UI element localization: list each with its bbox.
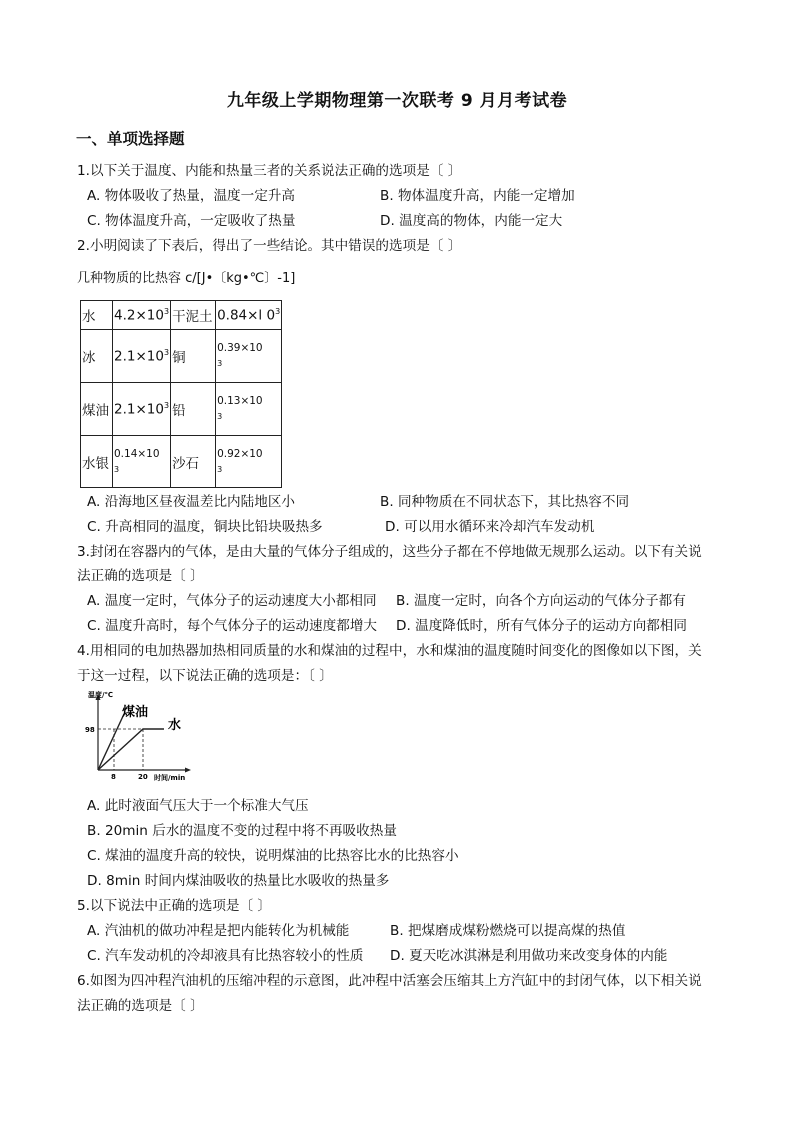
q6-stem-line1: 6.如图为四冲程汽油机的压缩冲程的示意图，此冲程中活塞会压缩其上方汽缸中的封闭气体，以下相关说 (77, 973, 702, 989)
q6-stem-line2: 法正确的选项是〔 〕 (77, 998, 204, 1014)
q5-stem: 5.以下说法中正确的选项是〔 〕 (77, 898, 272, 914)
q2-option-b: B. 同种物质在不同状态下，其比热容不同 (380, 494, 630, 510)
x-axis-label: 时间/min (154, 774, 186, 782)
q4-option-c: C. 煤油的温度升高的较快，说明煤油的比热容比水的比热容小 (87, 848, 459, 864)
q1-option-a: A. 物体吸收了热量，温度一定升高 (87, 188, 296, 204)
section-heading: 一、单项选择题 (76, 130, 185, 148)
q2-table-caption: 几种物质的比热容 c/[J•〔kg•℃〕-1] (77, 271, 296, 286)
table-cell: 0.14×10 3 (113, 436, 171, 488)
q3-option-a: A. 温度一定时，气体分子的运动速度大小都相同 (87, 593, 377, 609)
q4-option-a: A. 此时液面气压大于一个标准大气压 (87, 798, 309, 814)
y-axis-label: 温度/℃ (88, 691, 114, 699)
q2-option-c: C. 升高相同的温度，铜块比铅块吸热多 (87, 519, 323, 535)
table-cell: 0.13×10 3 (216, 383, 282, 436)
tick-98: 98 (85, 726, 95, 734)
table-cell: $2.1\times 10^3$ (113, 330, 171, 383)
table-row (81, 301, 282, 330)
tick-8: 8 (111, 773, 116, 781)
q3-option-d: D. 温度降低时，所有气体分子的运动方向都相同 (396, 618, 687, 634)
q3-stem-line1: 3.封闭在容器内的气体，是由大量的气体分子组成的，这些分子都在不停地做无规那么运动。以下有关说 (77, 544, 702, 560)
table-cell: 0.39×10 3 (216, 330, 282, 383)
q2-option-a: A. 沿海地区昼夜温差比内陆地区小 (87, 494, 296, 510)
x-axis-arrow (185, 768, 191, 773)
table-cell: 冰 (81, 330, 113, 383)
table-cell: 0.84×l $0^3$ (216, 301, 282, 330)
table-cell: $4.2\times 10^3$ (113, 301, 171, 330)
table-cell: 铅 (171, 383, 216, 436)
q2-stem: 2.小明阅读了下表后，得出了一些结论。其中错误的选项是〔 〕 (77, 238, 462, 254)
table-cell: 煤油 (81, 383, 113, 436)
table-cell: 水 (81, 301, 113, 330)
q5-option-d: D. 夏天吃冰淇淋是利用做功来改变身体的内能 (390, 948, 668, 964)
water-label: 水 (168, 718, 182, 733)
kerosene-line (98, 714, 124, 770)
q2-option-d: D. 可以用水循环来冷却汽车发动机 (385, 519, 595, 535)
table-row (81, 330, 282, 383)
kerosene-label: 煤油 (122, 705, 149, 720)
q1-option-d: D. 温度高的物体，内能一定大 (380, 213, 563, 229)
table-cell: 沙石 (171, 436, 216, 488)
q5-option-b: B. 把煤磨成煤粉燃烧可以提高煤的热值 (390, 923, 626, 939)
q1-option-c: C. 物体温度升高，一定吸收了热量 (87, 213, 296, 229)
q5-option-a: A. 汽油机的做功冲程是把内能转化为机械能 (87, 923, 350, 939)
q4-stem-line2: 于这一过程，以下说法正确的选项是：〔 〕 (77, 668, 333, 684)
q3-option-b: B. 温度一定时，向各个方向运动的气体分子都有 (396, 593, 686, 609)
page-title: 九年级上学期物理第一次联考 9 月月考试卷 (226, 91, 568, 111)
tick-20: 20 (138, 773, 148, 781)
q5-option-c: C. 汽车发动机的冷却液具有比热容较小的性质 (87, 948, 364, 964)
table-cell: 干泥土 (171, 301, 216, 330)
temperature-time-graph (84, 690, 194, 785)
table-row (81, 436, 282, 488)
q4-option-d: D. 8min 时间内煤油吸收的热量比水吸收的热量多 (87, 873, 390, 889)
q4-stem-line1: 4.用相同的电加热器加热相同质量的水和煤油的过程中，水和煤油的温度随时间变化的图像如以下图，关 (77, 643, 702, 659)
table-cell: 水银 (81, 436, 113, 488)
table-cell: 铜 (171, 330, 216, 383)
table-cell: 0.92×10 3 (216, 436, 282, 488)
q1-stem: 1.以下关于温度、内能和热量三者的关系说法正确的选项是〔 〕 (77, 163, 462, 179)
table-cell: $2.1\times 10^3$ (113, 383, 171, 436)
specific-heat-table (80, 300, 282, 488)
q3-stem-line2: 法正确的选项是〔 〕 (77, 568, 204, 584)
q3-option-c: C. 温度升高时，每个气体分子的运动速度都增大 (87, 618, 378, 634)
q4-option-b: B. 20min 后水的温度不变的过程中将不再吸收热量 (87, 823, 397, 839)
table-row (81, 383, 282, 436)
q1-option-b: B. 物体温度升高，内能一定增加 (380, 188, 575, 204)
